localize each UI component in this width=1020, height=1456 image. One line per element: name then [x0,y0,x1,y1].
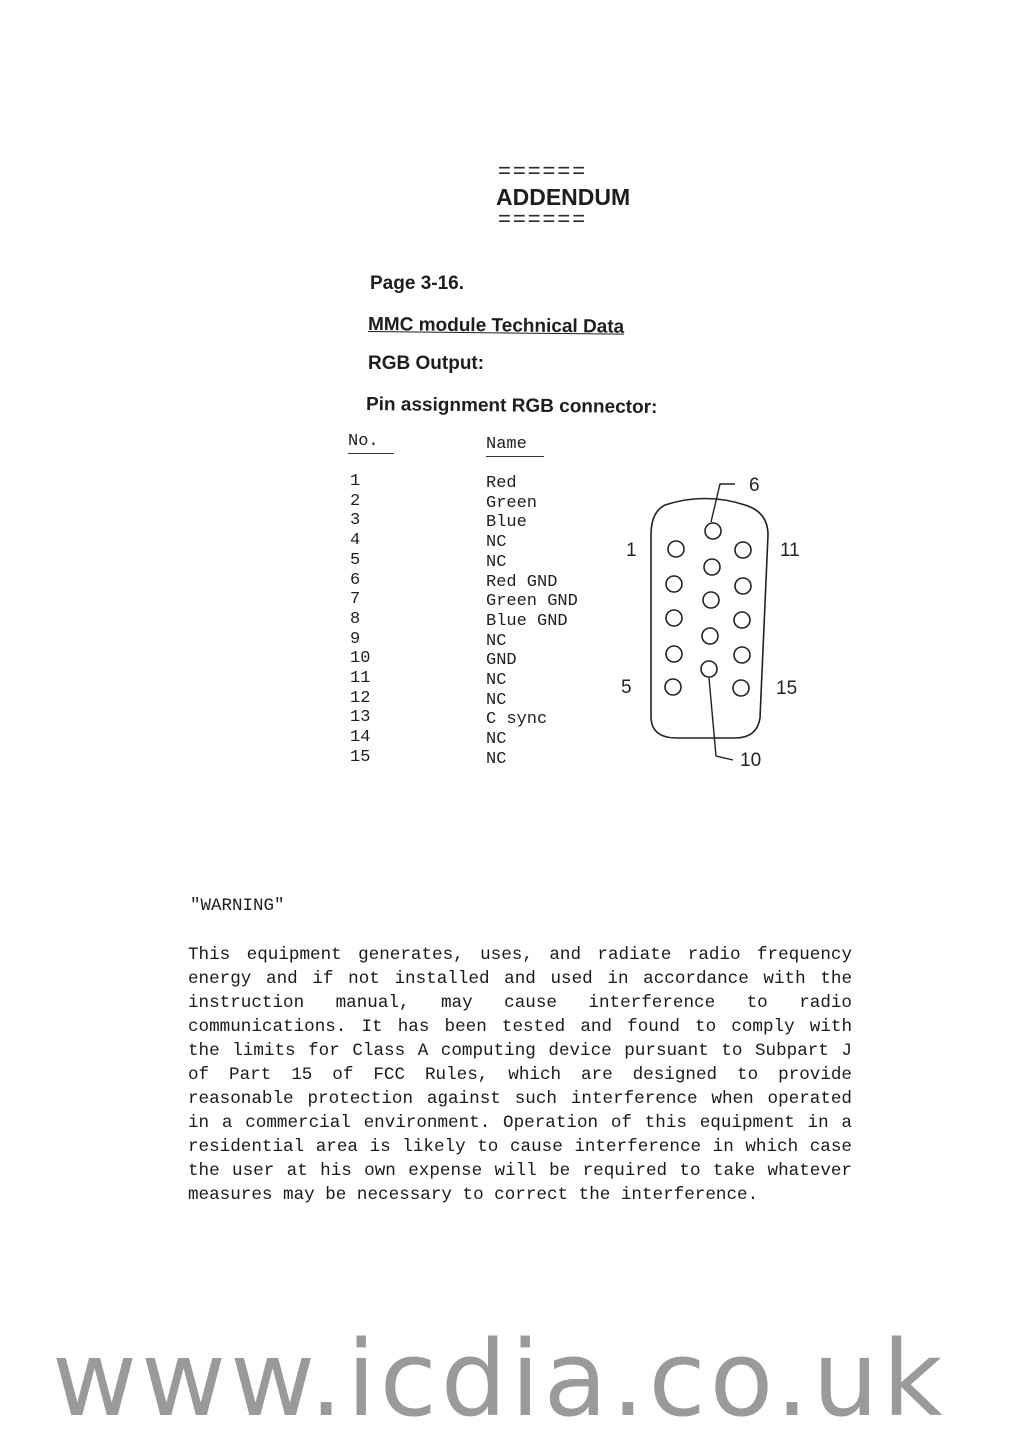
module-title: MMC module Technical Data [367,314,625,338]
pin-number: 10 [350,649,371,669]
pin-name: Green [486,493,538,513]
pin-hole [703,592,719,608]
column-header-no: No. [348,432,394,454]
leader-line-pin10 [709,678,733,760]
pin-name: Blue GND [486,611,568,631]
pin-number: 15 [350,747,371,767]
label-pin6: 6 [749,475,760,496]
pin-name: C sync [486,710,548,730]
pin-hole [734,647,750,663]
pin-number: 14 [350,728,371,748]
label-pin1: 1 [626,540,637,561]
label-pin11: 11 [780,540,800,561]
pin-hole [702,628,718,644]
pin-hole [668,541,684,557]
pin-hole [733,680,749,696]
pin-number: 11 [350,669,371,689]
label-pin10: 10 [740,750,762,771]
pin-number: 5 [350,550,361,570]
pin-hole [705,523,721,539]
pin-number: 9 [350,629,361,649]
pin-name: NC [486,730,507,750]
pin-number: 13 [350,708,371,728]
pin-hole [701,661,717,677]
pin-name: NC [486,749,507,769]
column-header-name: Name [486,435,544,457]
page-reference: Page 3-16. [370,273,464,294]
pin-number: 1 [350,472,361,491]
pin-number: 6 [350,570,361,590]
pin-name: Red GND [486,572,558,592]
pin-name-column [486,474,616,770]
pin-name: GND [486,651,517,671]
vga-connector-diagram [600,460,820,780]
pin-number: 8 [350,609,361,629]
leader-line-pin6 [711,484,735,522]
pin-hole [735,542,751,558]
pin-number: 12 [350,688,371,708]
pin-name: NC [486,690,507,710]
rgb-output-heading: RGB Output: [368,353,485,374]
pin-name: Red [486,474,517,493]
pin-name: NC [486,671,507,691]
pin-hole [666,646,682,662]
pin-number: 3 [350,511,361,531]
label-pin15: 15 [776,678,798,699]
pin-hole [665,679,681,695]
pin-number: 2 [350,491,361,511]
pin-name: NC [486,533,507,553]
pin-hole [666,610,682,626]
pin-hole [704,559,720,575]
pin-name: NC [486,631,507,651]
website-watermark: www.icdia.co.uk [52,1318,947,1440]
pin-hole [734,612,750,628]
page-title: ADDENDUM [496,184,631,210]
pin-number: 7 [350,590,361,610]
pin-number: 4 [350,531,361,551]
warning-title: "WARNING" [190,896,285,916]
header-rule-top: ====== [498,158,588,183]
pin-number-column [350,472,390,768]
pin-assignment-heading: Pin assignment RGB connector: [365,394,658,419]
pin-hole [666,576,682,592]
pin-hole [735,578,751,594]
pin-name: Blue [486,513,527,533]
label-pin5: 5 [621,677,632,698]
warning-body: This equipment generates, uses, and radiate radio frequency energy and if not installed and used in accordance with the instruction manual, may cause interference to radio communications. It has been tested and found to comply with the limits for Class A computing device pursuant to Subpart J of Part 15 of FCC Rules, which are designed to provide reasonable protection against such interference when operated in a commercial environment. Operation of this equipment in a residential area is likely to cause interference in which case the user at his own expense will be required to take whatever measures may be necessary to correct the interference. [188,945,852,1205]
header-rule-bottom: ====== [498,206,588,231]
pin-name: Green GND [486,592,578,612]
pin-name: NC [486,552,507,572]
